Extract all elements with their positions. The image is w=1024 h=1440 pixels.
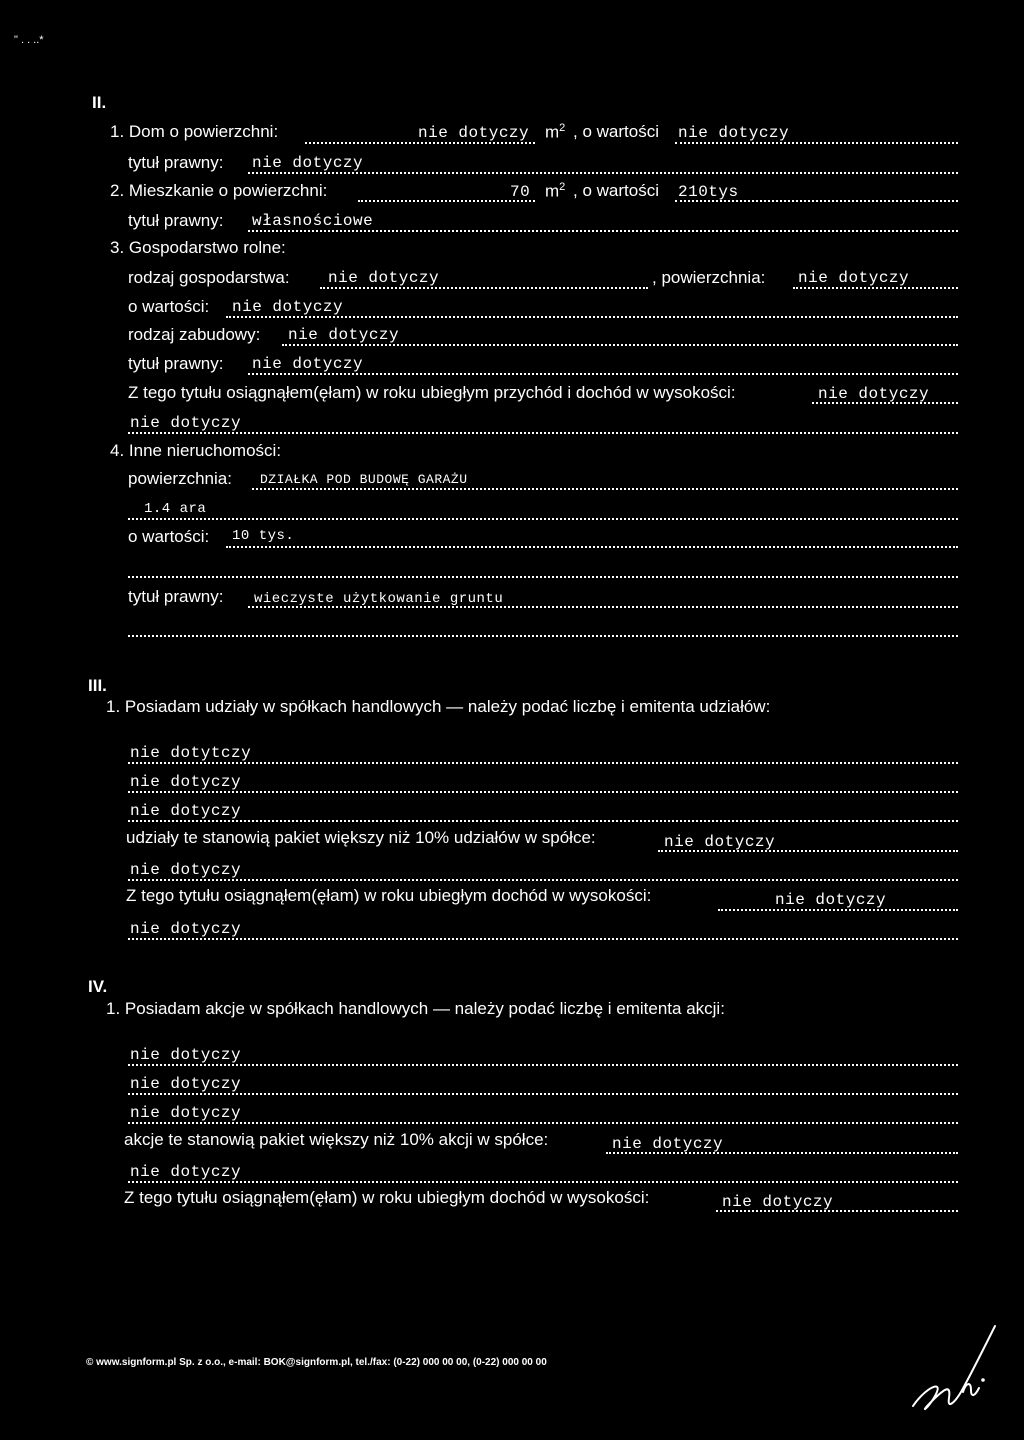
other-value-label: o wartości:	[128, 527, 210, 546]
farm-build-label: rodzaj zabudowy:	[128, 325, 261, 344]
stocks-line-3	[128, 1122, 958, 1124]
house-label: 1. Dom o powierzchni:	[110, 122, 279, 141]
section-iii-heading: III.	[88, 676, 107, 695]
house-title-line	[248, 172, 958, 174]
shares-value-1: nie dotytczy	[130, 744, 252, 762]
flat-value: 210tys	[678, 183, 739, 201]
flat-area-value: 70	[510, 183, 531, 201]
stocks-value-2: nie dotyczy	[130, 1075, 242, 1093]
shares-line-4	[128, 879, 958, 881]
shares-line-5	[128, 938, 958, 940]
stocks-value-3: nie dotyczy	[130, 1104, 242, 1122]
section-iv-heading: IV.	[88, 977, 108, 996]
other-area-label: powierzchnia:	[128, 469, 232, 488]
farm-title-line	[248, 373, 958, 375]
shares-income-value: nie dotyczy	[775, 891, 887, 909]
stocks-income-value: nie dotyczy	[722, 1193, 834, 1211]
house-area-value: nie dotyczy	[418, 124, 530, 142]
farm-title-value: nie dotyczy	[252, 355, 364, 373]
shares-line-3	[128, 820, 958, 822]
other-property-label: 4. Inne nieruchomości:	[110, 441, 282, 460]
other-blank-line	[128, 576, 958, 578]
farm-label: 3. Gospodarstwo rolne:	[110, 238, 286, 257]
stocks-line-4	[128, 1181, 958, 1183]
flat-area-line	[358, 200, 535, 202]
stocks-line-1	[128, 1064, 958, 1066]
stocks-income-label: Z tego tytułu osiągnąłem(ęłam) w roku ubiegłym dochód w wysokości:	[124, 1188, 650, 1207]
flat-title-line	[248, 230, 958, 232]
farm-value-line	[226, 316, 958, 318]
flat-title-value: własnościowe	[252, 212, 374, 230]
stocks-label: 1. Posiadam akcje w spółkach handlowych — należy podać liczbę i emitenta akcji:	[106, 999, 725, 1018]
farm-income-label: Z tego tytułu osiągnąłem(ęłam) w roku ubiegłym przychód i dochód w wysokości:	[128, 383, 736, 402]
flat-label: 2. Mieszkanie o powierzchni:	[110, 181, 328, 200]
farm-area-label: , powierzchnia:	[652, 268, 766, 287]
house-unit: $m^2$	[545, 122, 566, 142]
house-title-value: nie dotyczy	[252, 154, 364, 172]
house-area-line	[305, 142, 535, 144]
shares-income-line	[718, 909, 958, 911]
stocks-package-value: nie dotyczy	[612, 1135, 724, 1153]
stocks-package-label: akcje te stanowią pakiet większy niż 10% akcji w spółce:	[124, 1130, 549, 1149]
stocks-value-4: nie dotyczy	[130, 1163, 242, 1181]
flat-value-label: , o wartości	[573, 181, 659, 200]
corner-mark: " . . ..*	[14, 34, 44, 46]
shares-income-label: Z tego tytułu osiągnąłem(ęłam) w roku ubiegłym dochód w wysokości:	[126, 886, 652, 905]
other-value-line	[226, 546, 958, 548]
farm-income-line-2	[128, 432, 958, 434]
shares-value-5: nie dotyczy	[130, 920, 242, 938]
other-title-label: tytuł prawny:	[128, 587, 224, 606]
farm-build-value: nie dotyczy	[288, 326, 400, 344]
farm-income-value-2: nie dotyczy	[130, 414, 242, 432]
farm-income-value: nie dotyczy	[818, 385, 930, 403]
other-value: 10 tys.	[232, 528, 295, 544]
shares-line-1	[128, 762, 958, 764]
house-value: nie dotyczy	[678, 124, 790, 142]
shares-value-2: nie dotyczy	[130, 773, 242, 791]
shares-package-value: nie dotyczy	[664, 833, 776, 851]
flat-unit: $m^2$	[545, 181, 566, 201]
farm-title-label: tytuł prawny:	[128, 354, 224, 373]
farm-type-label: rodzaj gospodarstwa:	[128, 268, 290, 287]
house-value-label: , o wartości	[573, 122, 659, 141]
footer-copyright: © www.signform.pl Sp. z o.o., e-mail: BOK@signform.pl, tel./fax: (0-22) 000 00 00, (0-22) 000 00 00	[86, 1357, 547, 1368]
stocks-line-2	[128, 1093, 958, 1095]
house-value-line	[675, 142, 958, 144]
shares-line-2	[128, 791, 958, 793]
flat-title-label: tytuł prawny:	[128, 211, 224, 230]
shares-value-4: nie dotyczy	[130, 861, 242, 879]
farm-value: nie dotyczy	[232, 298, 344, 316]
shares-value-3: nie dotyczy	[130, 802, 242, 820]
signature-initials-icon	[905, 1318, 1015, 1428]
farm-value-label: o wartości:	[128, 297, 210, 316]
farm-area-line	[793, 287, 958, 289]
other-area-value-2: 1.4 ara	[144, 501, 207, 517]
shares-label: 1. Posiadam udziały w spółkach handlowych — należy podać liczbę i emitenta udziałów:	[106, 697, 771, 716]
farm-build-line	[282, 344, 958, 346]
shares-package-label: udziały te stanowią pakiet większy niż 10% udziałów w spółce:	[126, 828, 596, 847]
farm-type-value: nie dotyczy	[328, 269, 440, 287]
other-title-line-2	[128, 635, 958, 637]
other-title-value: wieczyste użytkowanie gruntu	[254, 591, 504, 607]
other-area-line	[252, 488, 958, 490]
section-ii-heading: II.	[92, 93, 107, 112]
other-area-value: DZIAŁKA POD BUDOWĘ GARAŻU	[260, 472, 468, 487]
other-area-line-2	[128, 518, 958, 520]
farm-area-value: nie dotyczy	[798, 269, 910, 287]
stocks-value-1: nie dotyczy	[130, 1046, 242, 1064]
farm-type-line	[320, 287, 648, 289]
house-title-label: tytuł prawny:	[128, 153, 224, 172]
